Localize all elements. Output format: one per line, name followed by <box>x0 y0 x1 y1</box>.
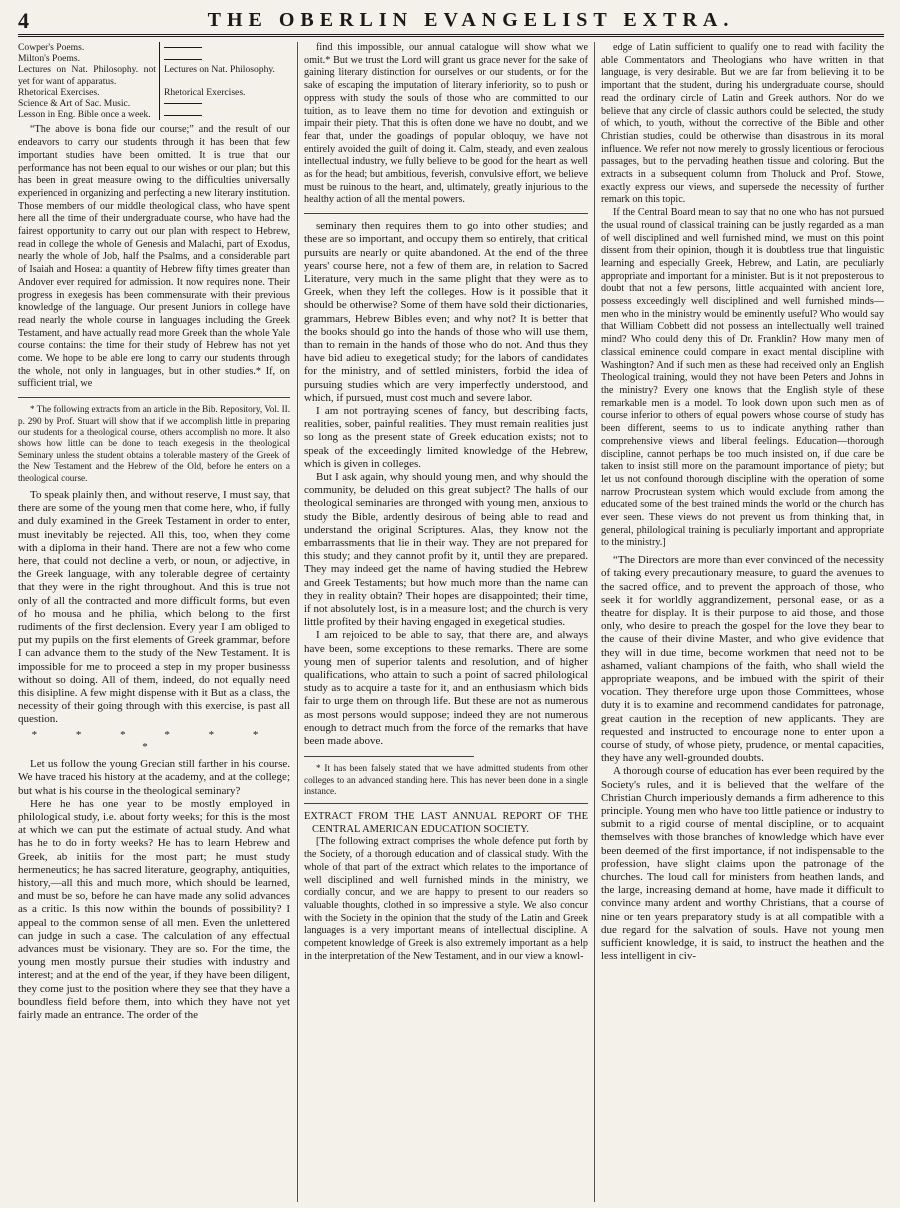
section-heading: EXTRACT FROM THE LAST ANNUAL REPORT OF THE CENTRAL AMERICAN EDUCATION SOCIETY. <box>304 811 588 836</box>
body-paragraph: “The above is bona fide our course;” and the result of our endeavors to carry our students through it has been that few important studies have been omitted. It is true that our performance has not been equal to our wishes or our plan; but this has been in great measure owing to the difficulties universally experienced in organizing and perfecting a new literary institution. Those members of our middle theological class, who have spent here all the time of their undergraduate course, who have had the fairest opportunity to carry out our plan with respect to Hebrew, read in college the whole of Genesis and Malachi, part of Exodus, nearly the whole of Job, half the Psalms, and a considerable part of Isaiah and Hosea: a quantity of Hebrew fifty times greater than Andover ever required for admission. It now requires none. Their progress in exegesis has been commensurate with their previous knowledge of the language. Our present Juniors in college have read nearly the whole course in languages including the Greek Testament, and have actually read more Greek than the whole Yale course contains: the time for their study of Hebrew has not yet come. We hope to be able ere long to carry our students through the whole, not only in languages, but in other studies.* If, on sufficient trial, we <box>18 124 290 390</box>
table-row: Cowper's Poems. <box>18 42 290 53</box>
quoted-paragraph: To speak plainly then, and without reserve, I must say, that there are some of the young men that come here, who, if fully and duly examined in the Greek Testament in order to enter, must inevitably be rejected. All this, too, when they come with a diploma in their hand. There are not a few who come here, that could not decline a verb, or noun, or adjective, in the Greek language, with any tolerable degree of certainty that they were in the right throughout. And this is true not only of all the contracted and more difficult forms, but even of ho mousa and he philia, which belong to the first rudiments of the first declension. Every year I am obliged to put my pupils on the first elements of Greek grammar, before I can advance them to the study of the New Testament. It is impossible for me to proceed a step in my proper businesss without so doing. All of them, indeed, do not equally need this disipline. A few might dispense with it But as a class, the necessity of their going through with this exercise, is past all question. <box>18 489 290 726</box>
quoted-paragraph: A thorough course of education has ever been required by the Society's rules, and it is believed that the welfare of the Christian Church imperiously demands a firm adherence to this principle. Young men who have too little patience or industry to submit to a rigid course of mental discipline, or to acquaint themselves with those branches of knowledge which have ever been deemed of the first importance, if not indispensable to the profession, have slight claims upon the patronage of the churches. The loud call for ministers from heathen lands, and the large, increasing demand at home, have made it difficult to convince many ardent and worthy Christians, that a course of nine or ten years preparatory study is at all compatible with a due regard for the salvation of souls. Have not young men sufficient knowledge, it is said, to instruct the heathen and the less intelligent in civ- <box>601 765 884 963</box>
column-divider <box>297 42 298 1202</box>
divider <box>304 803 588 804</box>
quoted-paragraph: “The Directors are more than ever convinced of the necessity of taking every precautionary measure, to guard the avenues to the sacred office, and to prevent the approach of those, who seek it for worldly aggrandizement, personal ease, or as a theatre for display. It is their purpose to aid those, and those only, who desire to preach the gospel for the love they bear to the cause of their divine Master, and who give evidence that they will in due time, become workmen that need not to be ashamed, valiant champions of the faith, who shall wield the appropriate weapons, and be imbued with the spirit of their vocation. They therefore urge upon those Committees, whose duty it is to examine and recommend candidates for patronage, great caution in the reception of new applicants. They are requested and instructed to encourage none to enter upon a course of study, of whose piety, prudence, or mental capacities, they have any well-grounded doubts. <box>601 554 884 765</box>
divider <box>304 213 588 214</box>
body-paragraph: If the Central Board mean to say that no one who has not pursued the usual round of classical training can be justly regarded as a man of well disciplined and well furnished mind, we must on this point dissent from their opinion, though it is doubtless true that linguistic learning and especially Greek, Hebrew, and Latin, are peculiarly appropriate and important for a minister. But is it not preposterous to doubt that not a few persons, little acquainted with ancient lore, possess exceedingly well disciplined and well furnished minds—men who in the ministry would be eminently useful? Who would say that William Cobbett did not possess an intellectually well trained mind? Who could deny this of Dr. Franklin? How many men of classical eminence could compare in exact mental discipline with Washington? And if such men as these had received only an English Theological training, would they not have been Peters and Johns in the ministry? Every one knows that the English style of these remarkable men is a model. To look down upon such men as of course inferior to others of equal powers whose course of study has been different, seems to us to indicate anything rather than comprehensive views and liberal feelings. Education—thorough discipline, cannot perhaps be too much insisted on, if due care be taken to insist still more on the paramount importance of piety; but let us not confound thorough discipline with the operation of some narrow Procrustean system which would exclude from among the educated some of the best trained minds the world or the church has ever seen. These views do not prevent us from thinking that, in general, philological training is peculiarly important and appropriate to the ministry.] <box>601 207 884 549</box>
body-paragraph: edge of Latin sufficient to qualify one to read with facility the able Commentators and Theologians who have written in that language, is very desirable. But we are far from believing it to be important that the student, during his undergraduate course, should read the ordinary circle of Latin and Greek authors. Nor do we believe that any circle of classic authors could be selected, the study of which, to youth, without the corrective of the Bible and other Christian studies, could be otherwise than disastrous in its moral influence. We refer not now merely to grossly licentious or ferocious passages, but to the pervading heathen tissue and coloring. But the extracts in a subsequent column from Tholuck and Prof. Stowe, exactly express our views, and supersede the necessity of further remark on this topic. <box>601 42 884 206</box>
quoted-paragraph: I am not portraying scenes of fancy, but describing facts, realities, sober, painful realities. They must remain realities just so long as the present state of Greek education exists; not to speak of the exceedingly limited knowledge of the Hebrew, which is given in colleges. <box>304 404 588 470</box>
asterism: * * * * * * * <box>31 728 277 754</box>
dash-mark <box>164 115 202 116</box>
dash-mark <box>164 47 202 48</box>
quoted-paragraph: I am rejoiced to be able to say, that there are, and always have been, some exceptions to these remarks. There are some young men of superior talents and resolution, and of higher qualifications, who attain to such a point of sacred philological study as to acquire a taste for it, and an enthusiasm which bids fair to urge them on through life. But these are not as numerous as most persons would suppose; indeed they are not numerous enough to detract much from the force of the remarks that have been made above. <box>304 629 588 748</box>
quoted-paragraph: Let us follow the young Grecian still farther in his course. We have traced his history at the academy, and at the college; but what is his course in the theological seminary? <box>18 758 290 797</box>
quoted-paragraph: But I ask again, why should young men, and why should the community, be deluded on this great subject? The halls of our theological seminaries are thronged with young men, anxious to study the Bible, ardently desirous of being able to read and understand the original Scriptures. Alas, they know not the embarrassments that lie in their way. They are not prepared for this study; and they cannot profit by it, until they are prepared. They may indeed get the name of having studied the Hebrew and Greek Testaments; but how much more than the name can they in reality obtain? Their hopes are disappointed; their time, if not absolutely lost, is in a measure lost; and the church is very little profited by their having engaged in exegetical studies. <box>304 471 588 629</box>
body-paragraph: [The following extract comprises the whole defence put forth by the Society, of a thorough education and of classical study. With the whole of that part of the extract which relates to the importance of well disciplined and well furnished minds in the ministry, we cordially concur, and we are happy to present to our readers so valuable thoughts, clothed in so impressive a style. We also concur with the Society in the opinion that the study of the Latin and Greek languages is a very important means of intellectual discipline. A competent knowledge of Greek is also extremely important as a help in the interpretation of the New Testament, and in our view a knowl- <box>304 836 588 962</box>
column-1 <box>18 42 290 1202</box>
footnote: * The following extracts from an article in the Bib. Repository, Vol. II. p. 290 by Prof. Stuart will show that if we accomplish little in preparing our students for a theological course, others accomplish no more. It also shows how little can be done to teach exegesis in the theological Seminary unless the student obtains a tolerable mastery of the Greek of the New Testament and the Hebrew of the Old, before he enters on a theological course. <box>18 404 290 483</box>
table-row: Rhetorical Exercises. Rhetorical Exercises. <box>18 86 246 98</box>
body-paragraph: find this impossible, our annual catalogue will show what we omit.* But we trust the Lord will grant us grace never for the sake of gaining literary distinction for ourselves or our students, or for the sake of escaping the imputation of literary inferiority, so to push or oppress with study the souls of those who are committed to our tuition, as to leave them no time for devotion and extinguish or impair their piety. That this is often done we have no doubt, and we fear that, under the goadings of popular obloquy, we have not entirely avoided the guilt of doing it. Calm, steady, and even zealous intellectual industry, we fully believe to be good for the heart as well as for the head; but ambitious, feverish, convulsive effort, we believe must be ruinous to the heart, and, ultimately, greatly injurious to the healthy action of all the mental powers. <box>304 42 588 206</box>
quoted-paragraph: seminary then requires them to go into other studies; and these are so important, and occupy them so entirely, that critical pursuits are nearly or quite abandoned. At the end of the three years' course here, not a few of them are, in relation to Sacred Literature, very much in the same plight that they were as to Greek, when they left the colleges. How is it possible that it should be otherwise? Some of them have sold their dictionaries, grammars, Hebrew Bibles even; and why not? It is better that the books should go into the hands of those who will use them, than to remain in the hands of those who do not. And thus they have bid adieu to exegetical study; for the labors of candidates for the ministry, and of settled ministers, forbid the idea of pursuing studies which are very imperfectly understood, and which, if pursued, must cost much and severe labor. <box>304 220 588 404</box>
divider <box>18 397 290 398</box>
masthead <box>18 8 884 37</box>
column-2 <box>304 42 588 1202</box>
table-row: Science & Art of Sac. Music. <box>18 98 290 109</box>
footnote: * It has been falsely stated that we have admitted students from other colleges to an advanced standing here. This has never been done in a single instance. <box>304 763 588 797</box>
divider <box>304 756 474 757</box>
column-3 <box>601 42 884 1202</box>
table-row: Milton's Poems. <box>18 53 290 64</box>
column-divider <box>594 42 595 1202</box>
table-row: Lesson in Eng. Bible once a week. <box>18 109 290 120</box>
newspaper-title: THE OBERLIN EVANGELIST EXTRA. <box>207 9 735 31</box>
course-table <box>18 42 290 120</box>
quoted-paragraph: Here he has one year to be mostly employed in philological study, i.e. about forty weeks; for this is the most at which we can put the estimate of actual study. And what has he to do in forty weeks? He has to learn Hebrew and Greek, ab initiis for the most part; he must study hermeneutics; he has sacred literature, geography, antiquities, history,—all this and much more, which should be learned, and must be so, before he can have made any solid advances as a critic. Is this now within the bounds of possibility? I appeal to the common sense of all men. Even the unlettered can judge in such a case. The calculation of any effectual advances must be visionary. They are so. For the time, the young men mostly pursue their studies with industry and interest; and at the end of the year, if they have been diligent, they come just to the position where they see that they have a boundless field before them, into which they have not yet fairly made an entrance. The order of the <box>18 797 290 1021</box>
dash-mark <box>164 103 202 104</box>
dash-mark <box>164 59 202 60</box>
page-number: 4 <box>18 8 29 33</box>
table-row: Lectures on Nat. Philosophy. not yet for want of apparatus. Lectures on Nat. Philosophy. <box>18 64 275 87</box>
